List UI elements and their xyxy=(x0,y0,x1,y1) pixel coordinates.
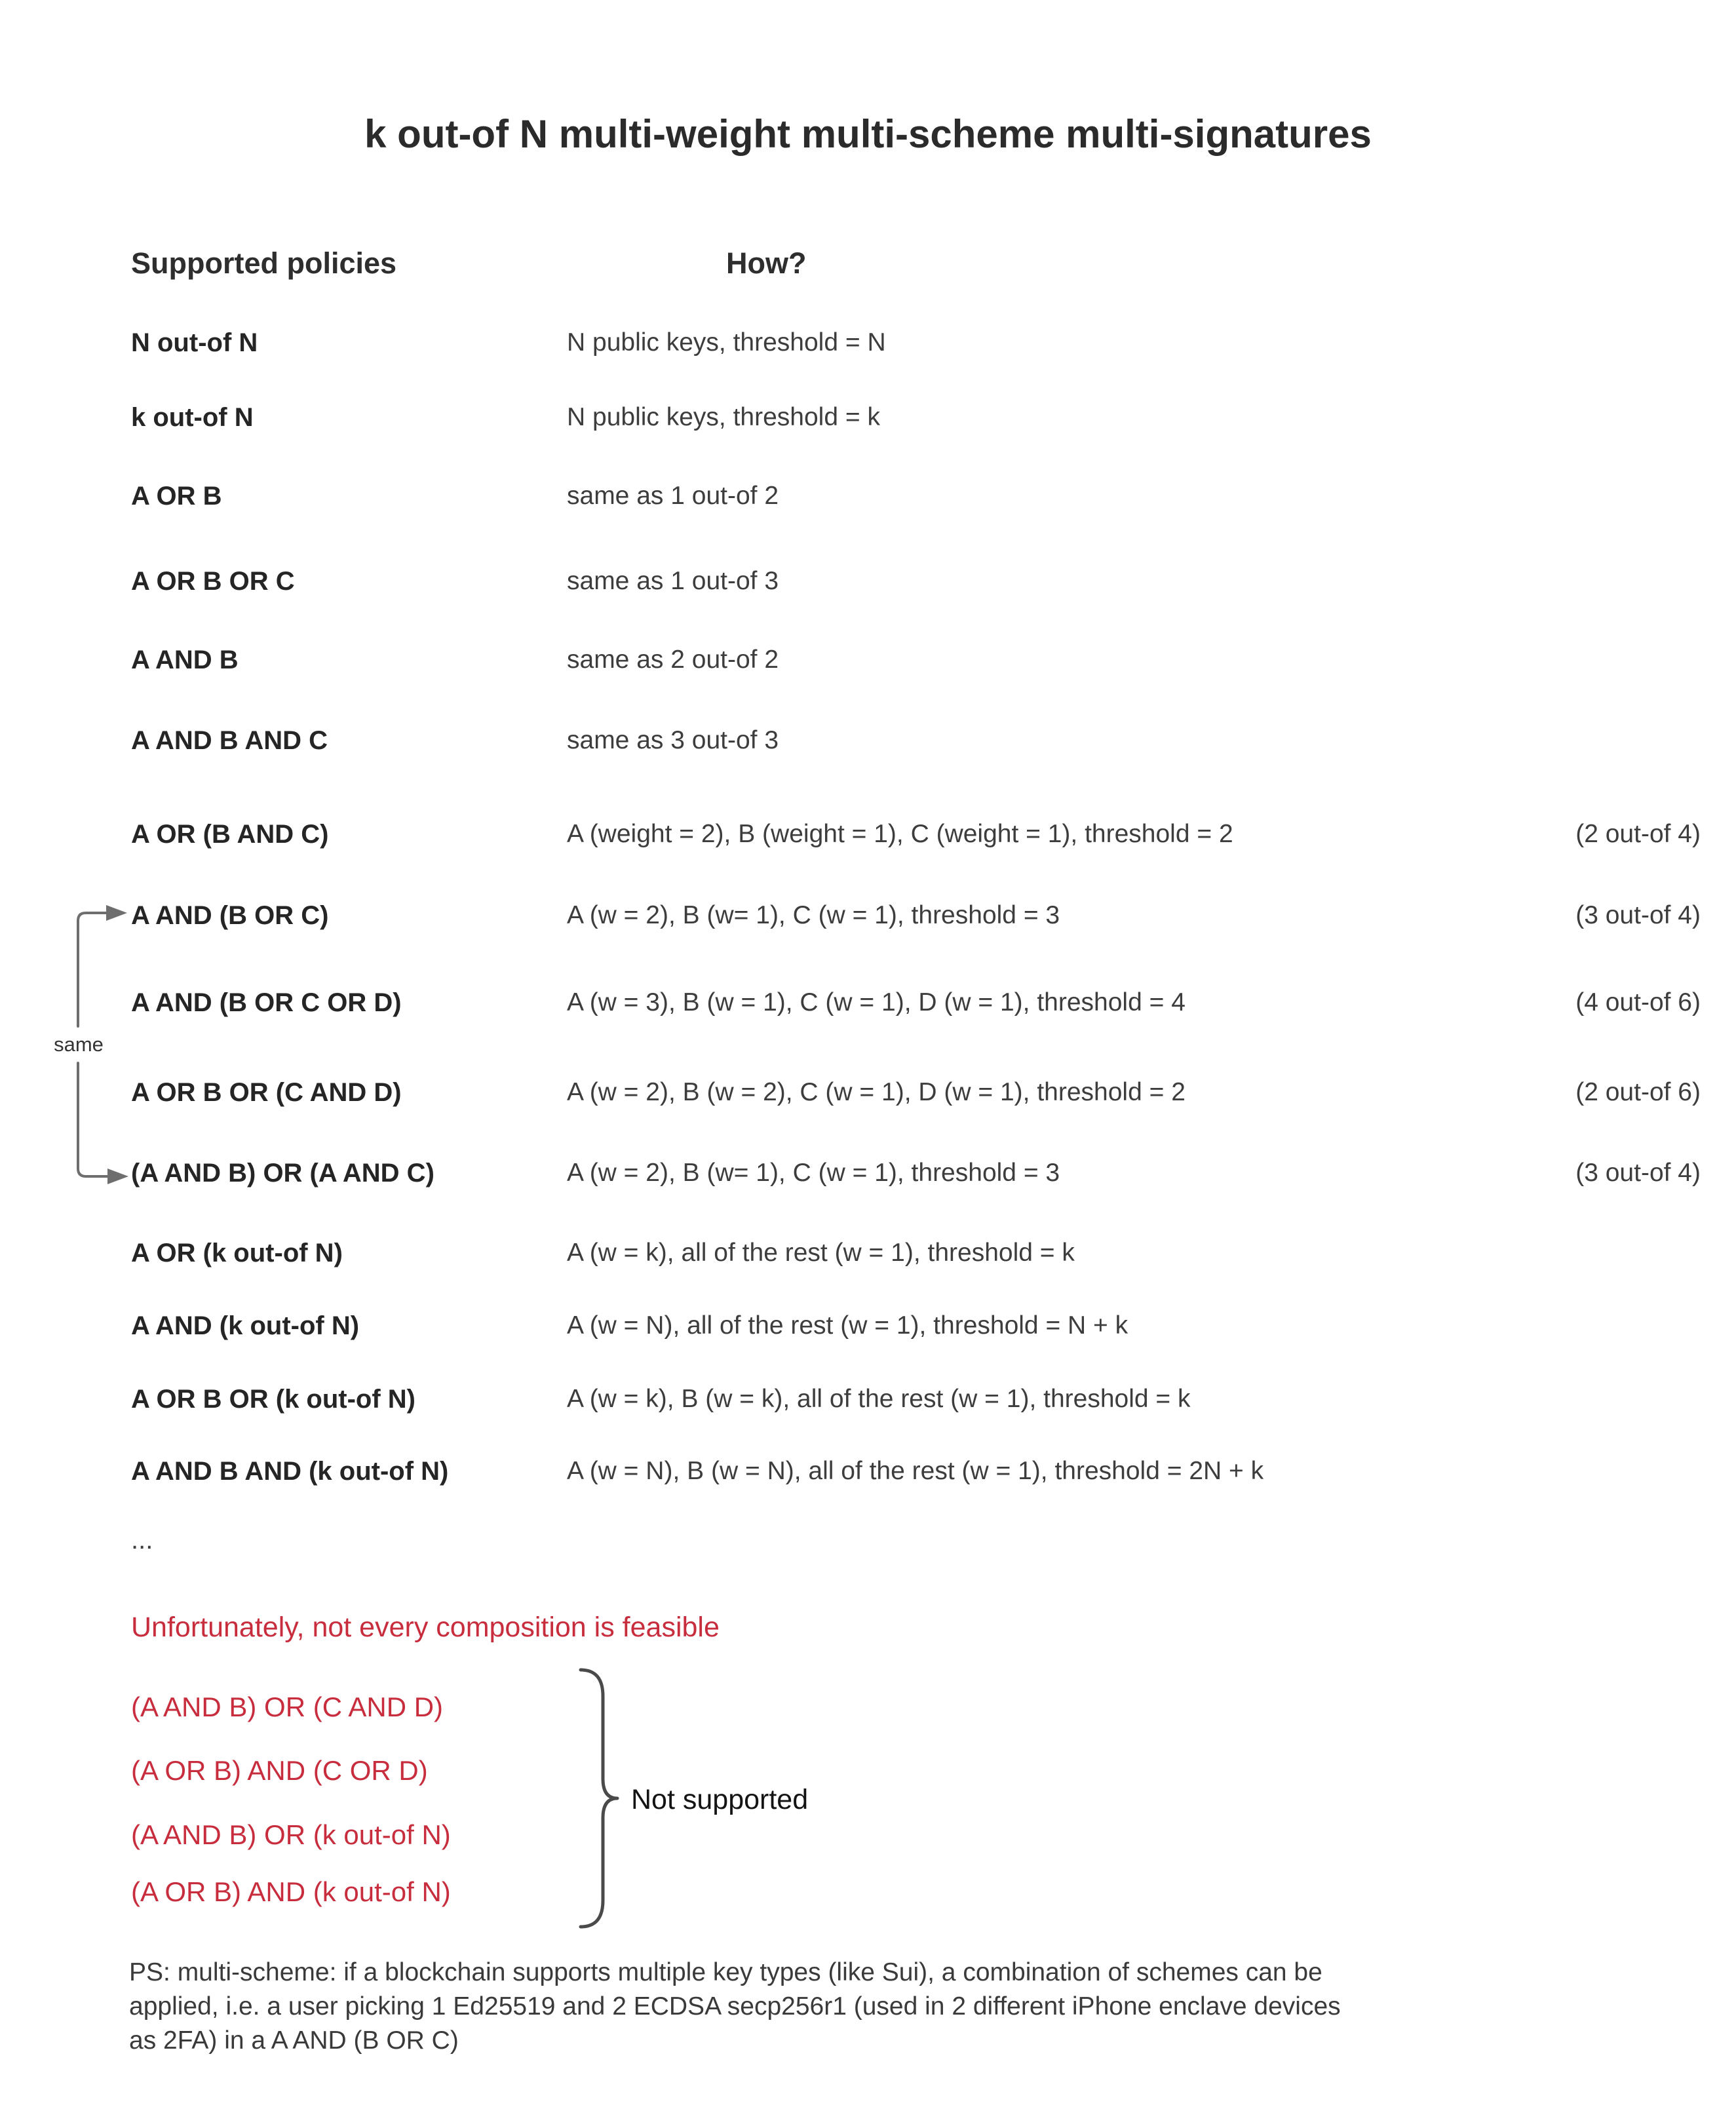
table-row xyxy=(0,1235,1736,1271)
infeasible-item: (A AND B) OR (k out-of N) xyxy=(131,1819,451,1850)
how-cell: A (w = 2), B (w= 1), C (w = 1), threshold = 3 xyxy=(567,1159,1060,1187)
table-row xyxy=(0,816,1736,853)
infeasible-heading: Unfortunately, not every composition is feasible xyxy=(131,1612,720,1643)
policy-cell: A OR B xyxy=(131,482,222,511)
policy-cell: A AND (B OR C) xyxy=(131,901,329,930)
how-cell: same as 2 out-of 2 xyxy=(567,646,779,674)
table-row xyxy=(0,1522,1736,1558)
infeasible-item: (A OR B) AND (C OR D) xyxy=(131,1755,428,1786)
column-header-supported-policies: Supported policies xyxy=(131,246,397,280)
table-row xyxy=(0,1381,1736,1418)
curly-brace-icon xyxy=(577,1665,629,1935)
how-cell: A (w = N), B (w = N), all of the rest (w = 1), threshold = 2N + k xyxy=(567,1457,1264,1485)
policy-cell: A AND (B OR C OR D) xyxy=(131,988,402,1017)
note-cell: (2 out-of 4) xyxy=(1575,820,1701,848)
table-row xyxy=(0,399,1736,436)
policy-cell: N out-of N xyxy=(131,328,258,357)
how-cell: N public keys, threshold = k xyxy=(567,403,880,431)
table-row xyxy=(0,897,1736,934)
table-row xyxy=(0,642,1736,678)
policy-cell: (A AND B) OR (A AND C) xyxy=(131,1159,434,1188)
column-header-how: How? xyxy=(726,246,807,280)
table-row xyxy=(0,1307,1736,1344)
same-label: same xyxy=(54,1033,104,1056)
infeasible-item: (A AND B) OR (C AND D) xyxy=(131,1691,444,1722)
policy-cell: A OR B OR C xyxy=(131,567,295,596)
how-cell: same as 1 out-of 3 xyxy=(567,567,779,595)
infeasible-item: (A OR B) AND (k out-of N) xyxy=(131,1876,451,1907)
policy-cell: A AND B AND (k out-of N) xyxy=(131,1457,449,1486)
table-row xyxy=(0,1074,1736,1111)
table-row xyxy=(0,478,1736,514)
page-title: k out-of N multi-weight multi-scheme multi-signatures xyxy=(364,112,1372,156)
table-row xyxy=(0,722,1736,759)
ellipsis-row-label: ... xyxy=(131,1526,153,1555)
how-cell: same as 1 out-of 2 xyxy=(567,482,779,510)
policy-cell: A OR B OR (C AND D) xyxy=(131,1078,402,1107)
table-row xyxy=(0,563,1736,600)
policy-cell: A OR (k out-of N) xyxy=(131,1239,343,1267)
ps-note-line: applied, i.e. a user picking 1 Ed25519 and 2 ECDSA secp256r1 (used in 2 different iPhone enclave devices xyxy=(129,1992,1341,2020)
how-cell: A (w = k), B (w = k), all of the rest (w = 1), threshold = k xyxy=(567,1385,1191,1413)
how-cell: N public keys, threshold = N xyxy=(567,328,886,357)
table-row xyxy=(0,324,1736,361)
how-cell: A (w = 3), B (w = 1), C (w = 1), D (w = 1), threshold = 4 xyxy=(567,988,1186,1016)
ps-note-line: PS: multi-scheme: if a blockchain supports multiple key types (like Sui), a combination of schemes can be xyxy=(129,1958,1322,1986)
note-cell: (4 out-of 6) xyxy=(1575,988,1701,1016)
ps-note-line: as 2FA) in a A AND (B OR C) xyxy=(129,2026,459,2055)
table-row xyxy=(0,1453,1736,1490)
table-row xyxy=(0,984,1736,1021)
policy-cell: A OR (B AND C) xyxy=(131,820,329,849)
how-cell: A (w = k), all of the rest (w = 1), threshold = k xyxy=(567,1239,1075,1267)
policy-cell: A AND B xyxy=(131,646,239,674)
how-cell: A (w = 2), B (w= 1), C (w = 1), threshold = 3 xyxy=(567,901,1060,929)
note-cell: (3 out-of 4) xyxy=(1575,901,1701,929)
how-cell: A (weight = 2), B (weight = 1), C (weight = 1), threshold = 2 xyxy=(567,820,1233,848)
policy-cell: A OR B OR (k out-of N) xyxy=(131,1385,416,1414)
how-cell: A (w = 2), B (w = 2), C (w = 1), D (w = 1), threshold = 2 xyxy=(567,1078,1186,1106)
ps-note xyxy=(129,1956,1689,2058)
policy-cell: A AND B AND C xyxy=(131,726,328,755)
how-cell: A (w = N), all of the rest (w = 1), threshold = N + k xyxy=(567,1311,1128,1340)
how-cell: same as 3 out-of 3 xyxy=(567,726,779,754)
policy-cell: k out-of N xyxy=(131,403,254,432)
note-cell: (3 out-of 4) xyxy=(1575,1159,1701,1187)
table-row xyxy=(0,1155,1736,1191)
not-supported-label: Not supported xyxy=(631,1784,809,1815)
note-cell: (2 out-of 6) xyxy=(1575,1078,1701,1106)
policy-cell: A AND (k out-of N) xyxy=(131,1311,360,1340)
